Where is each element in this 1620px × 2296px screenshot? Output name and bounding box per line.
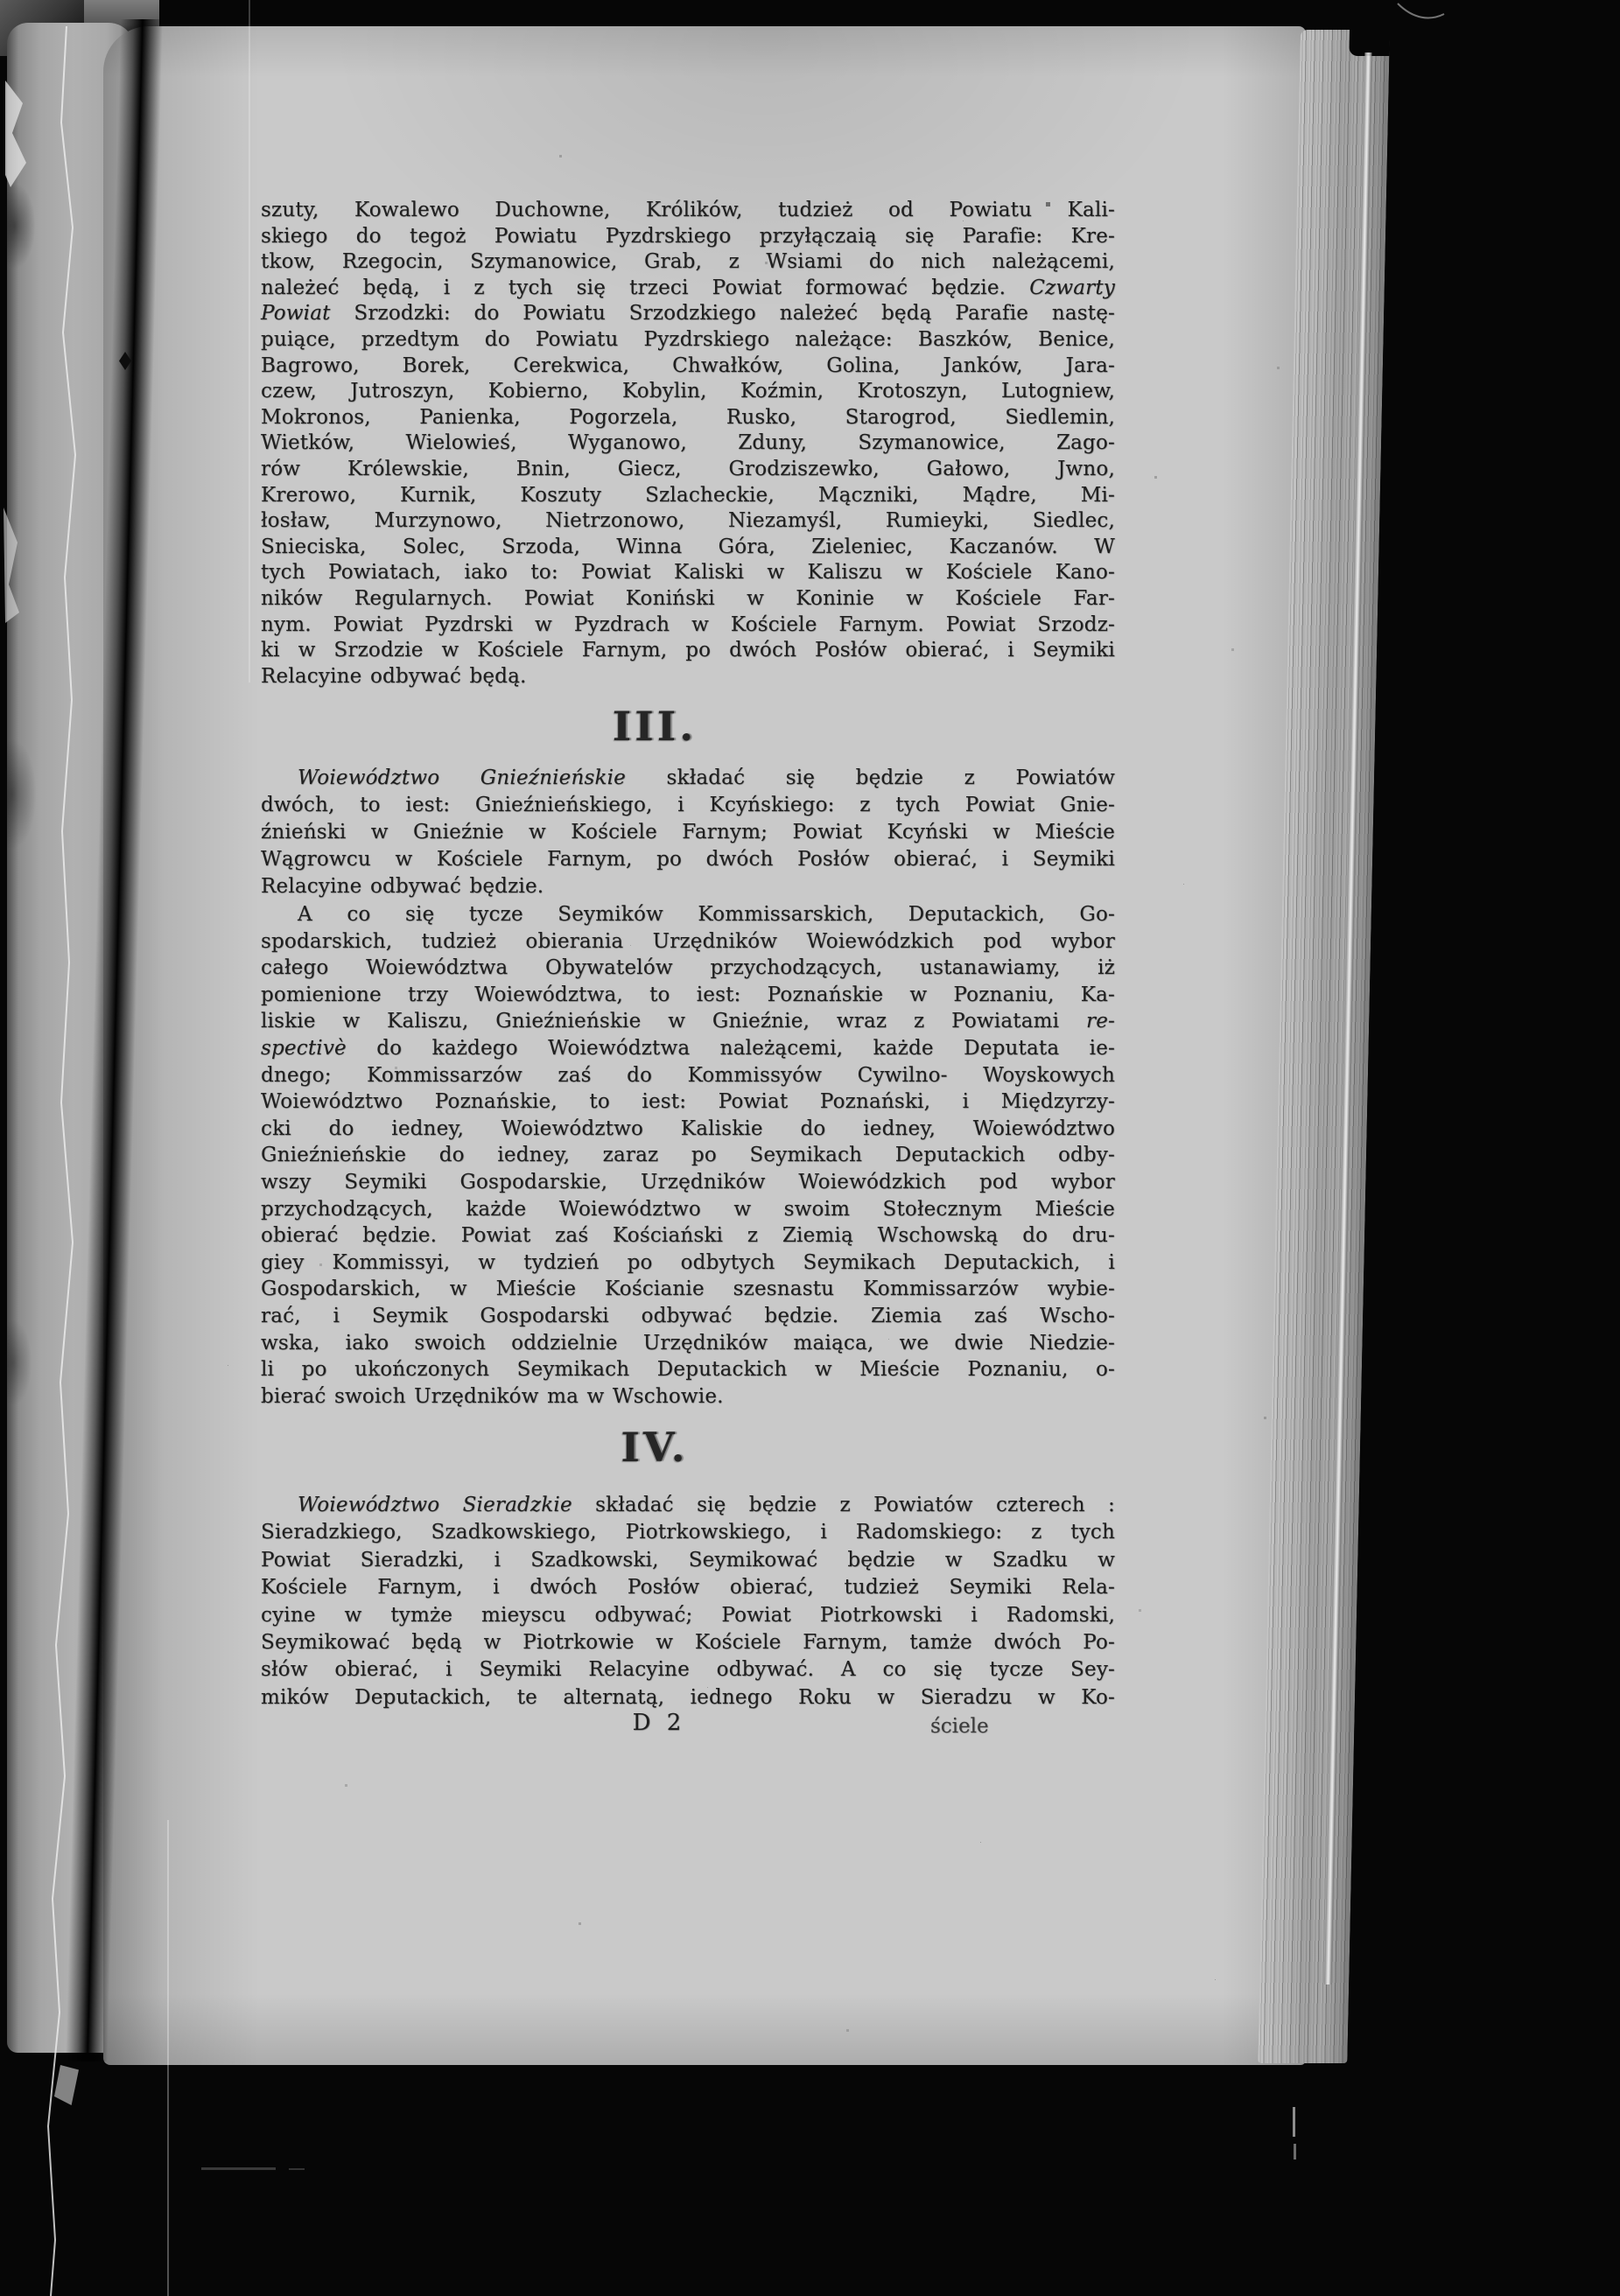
text-line: spodarskich, tudzież obierania Urzędników Woiewódzkich pod wybor [261, 929, 1115, 953]
text-line: Powiat Srzodzki: do Powiatu Srzodzkiego należeć będą Parafie nastę- [261, 302, 1115, 326]
paper-fragment [54, 2065, 79, 2105]
film-dash-3 [1293, 2107, 1295, 2137]
text-line: skiego do tegoż Powiatu Pyzdrskiego przyłączaią się Parafie: Kre- [261, 224, 1115, 248]
text-line: należeć będą, i z tych się trzeci Powiat formować będzie. Czwarty [261, 276, 1115, 299]
text-line: bierać swoich Urzędników ma w Wschowie. [261, 1384, 724, 1408]
paragraph-continuation [261, 198, 1115, 690]
text-line: tych Powiatach, iako to: Powiat Kaliski w Kaliszu w Kościele Kano- [261, 561, 1115, 584]
text-line: Mokronos, Panienka, Pogorzela, Rusko, Starogrod, Siedlemin, [261, 405, 1115, 429]
text-line: przychodzących, każde Woiewództwo w swoim Stołecznym Mieście [261, 1197, 1115, 1221]
text-line: Krerowo, Kurnik, Koszuty Szlacheckie, Mączniki, Mądre, Mi- [261, 483, 1115, 507]
film-dash-4 [1294, 2144, 1296, 2160]
text-line: Relacyine odbywać będzie. [261, 875, 544, 898]
section-heading-iv: IV. [621, 1424, 689, 1471]
section-heading-iii: III. [612, 703, 698, 750]
text-line: obierać będzie. Powiat zaś Kościański z Ziemią Wschowską do dru- [261, 1224, 1115, 1248]
text-line: Kościele Farnym, i dwóch Posłów obierać, tudzież Seymiki Rela- [261, 1576, 1115, 1600]
text-line: wska, iako swoich oddzielnie Urzędników maiąca, we dwie Niedzie- [261, 1331, 1115, 1354]
text-line: Snieciska, Solec, Srzoda, Winna Góra, Zieleniec, Kaczanów. W [261, 535, 1115, 558]
text-line: Seymikować będą w Piotrkowie w Kościele Farnym, tamże dwóch Po- [261, 1631, 1115, 1655]
text-line: puiące, przedtym do Powiatu Pyzdrskiego należące: Baszków, Benice, [261, 327, 1115, 351]
text-line: dwóch, to iest: Gnieźnieńskiego, i Kcyńskiego: z tych Powiat Gnie- [261, 794, 1115, 816]
text-line: czew, Jutroszyn, Kobierno, Kobylin, Koźmin, Krotoszyn, Lutogniew, [261, 380, 1115, 403]
paragraph-section-iii-continued [261, 901, 1115, 1410]
signature-mark: D 2 [632, 1710, 686, 1736]
text-line: łosław, Murzynowo, Nietrzonowo, Niezamyśl, Rumieyki, Siedlec, [261, 509, 1115, 533]
text-line: pomienione trzy Woiewództwa, to iest: Poznańskie w Poznaniu, Ka- [261, 983, 1115, 1006]
film-scratch-vertical-lower [167, 1820, 169, 2296]
text-line: li po ukończonych Seymikach Deputackich w Mieście Poznaniu, o- [261, 1358, 1115, 1382]
text-line: Woiewództwo Gnieźnieńskie składać się będzie z Powiatów [298, 766, 1115, 789]
text-line: Gospodarskich, w Mieście Kościanie szesnastu Kommissarzów wybie- [261, 1278, 1115, 1301]
text-line: rać, i Seymik Gospodarski odbywać będzie. Ziemia zaś Wscho- [261, 1304, 1115, 1327]
text-line: źnieński w Gnieźnie w Kościele Farnym; Powiat Kcyński w Mieście [261, 821, 1115, 844]
text-line: ki w Srzodzie w Kościele Farnym, po dwóch Posłów obierać, i Seymiki [261, 639, 1115, 662]
text-line: Gnieźnieńskie do iedney, zaraz po Seymikach Deputackich odby- [261, 1144, 1115, 1167]
text-line: słów obierać, i Seymiki Relacyine odbywać. A co się tycze Sey- [261, 1658, 1115, 1682]
text-line: całego Woiewództwa Obywatelów przychodzących, ustanawiamy, iż [261, 956, 1115, 980]
text-line: Bagrowo, Borek, Cerekwica, Chwałków, Golina, Janków, Jara- [261, 354, 1115, 377]
text-line: Relacyine odbywać będą. [261, 664, 527, 688]
text-column [261, 0, 1115, 2296]
text-line: mików Deputackich, te alternatą, iednego Roku w Sieradzu w Ko- [261, 1685, 1115, 1709]
text-line: cyine w tymże mieyscu odbywać; Powiat Piotrkowski i Radomski, [261, 1603, 1115, 1627]
text-line: A co się tycze Seymików Kommissarskich, Deputackich, Go- [298, 903, 1115, 926]
text-line: ników Regularnych. Powiat Koniński w Koninie w Kościele Far- [261, 586, 1115, 610]
catchword: ściele [930, 1715, 989, 1738]
text-line: giey Kommissyi, w tydzień po odbytych Seymikach Deputackich, i [261, 1250, 1115, 1274]
paragraph-section-iii [261, 765, 1115, 900]
text-line: Woiewództwo Poznańskie, to iest: Powiat Poznański, i Międzyrzy- [261, 1090, 1115, 1114]
text-line: Wietków, Wielowieś, Wyganowo, Zduny, Szymanowice, Zago- [261, 431, 1115, 455]
text-line: spectivè do każdego Woiewództwa należącemi, każde Deputata ie- [261, 1036, 1115, 1060]
text-line: wszy Seymiki Gospodarskie, Urzędników Woiewódzkich pod wybor [261, 1170, 1115, 1194]
text-line: liskie w Kaliszu, Gnieźnieńskie w Gnieźnie, wraz z Powiatami re- [261, 1010, 1115, 1033]
film-scratch-diagonal [1398, 4, 1444, 18]
text-line: Sieradzkiego, Szadkowskiego, Piotrkowskiego, i Radomskiego: z tych [261, 1521, 1115, 1544]
text-line: rów Królewskie, Bnin, Giecz, Grodziszewko, Gałowo, Jwno, [261, 457, 1115, 480]
text-line: szuty, Kowalewo Duchowne, Królików, tudzież od Powiatu Kali- [261, 199, 1115, 221]
text-line: Wągrowcu w Kościele Farnym, po dwóch Posłów obierać, i Seymiki [261, 848, 1115, 871]
paper-specks [0, 0, 1, 1]
paragraph-section-iv [261, 1492, 1115, 1712]
film-scratch-vertical [249, 0, 250, 682]
text-line: Powiat Sieradzki, i Szadkowski, Seymikować będzie w Szadku w [261, 1548, 1115, 1572]
text-line: cki do iedney, Woiewództwo Kaliskie do iedney, Woiewództwo [261, 1116, 1115, 1140]
text-line: nym. Powiat Pyzdrski w Pyzdrach w Kościele Farnym. Powiat Srzodz- [261, 612, 1115, 636]
text-line: Woiewództwo Sieradzkie składać się będzie z Powiatów czterech : [298, 1494, 1115, 1516]
text-line: tkow, Rzegocin, Szymanowice, Grab, z Wsiami do nich należącemi, [261, 250, 1115, 274]
text-line: dnego; Kommissarzów zaś do Kommissyów Cywilno- Woyskowych [261, 1063, 1115, 1087]
